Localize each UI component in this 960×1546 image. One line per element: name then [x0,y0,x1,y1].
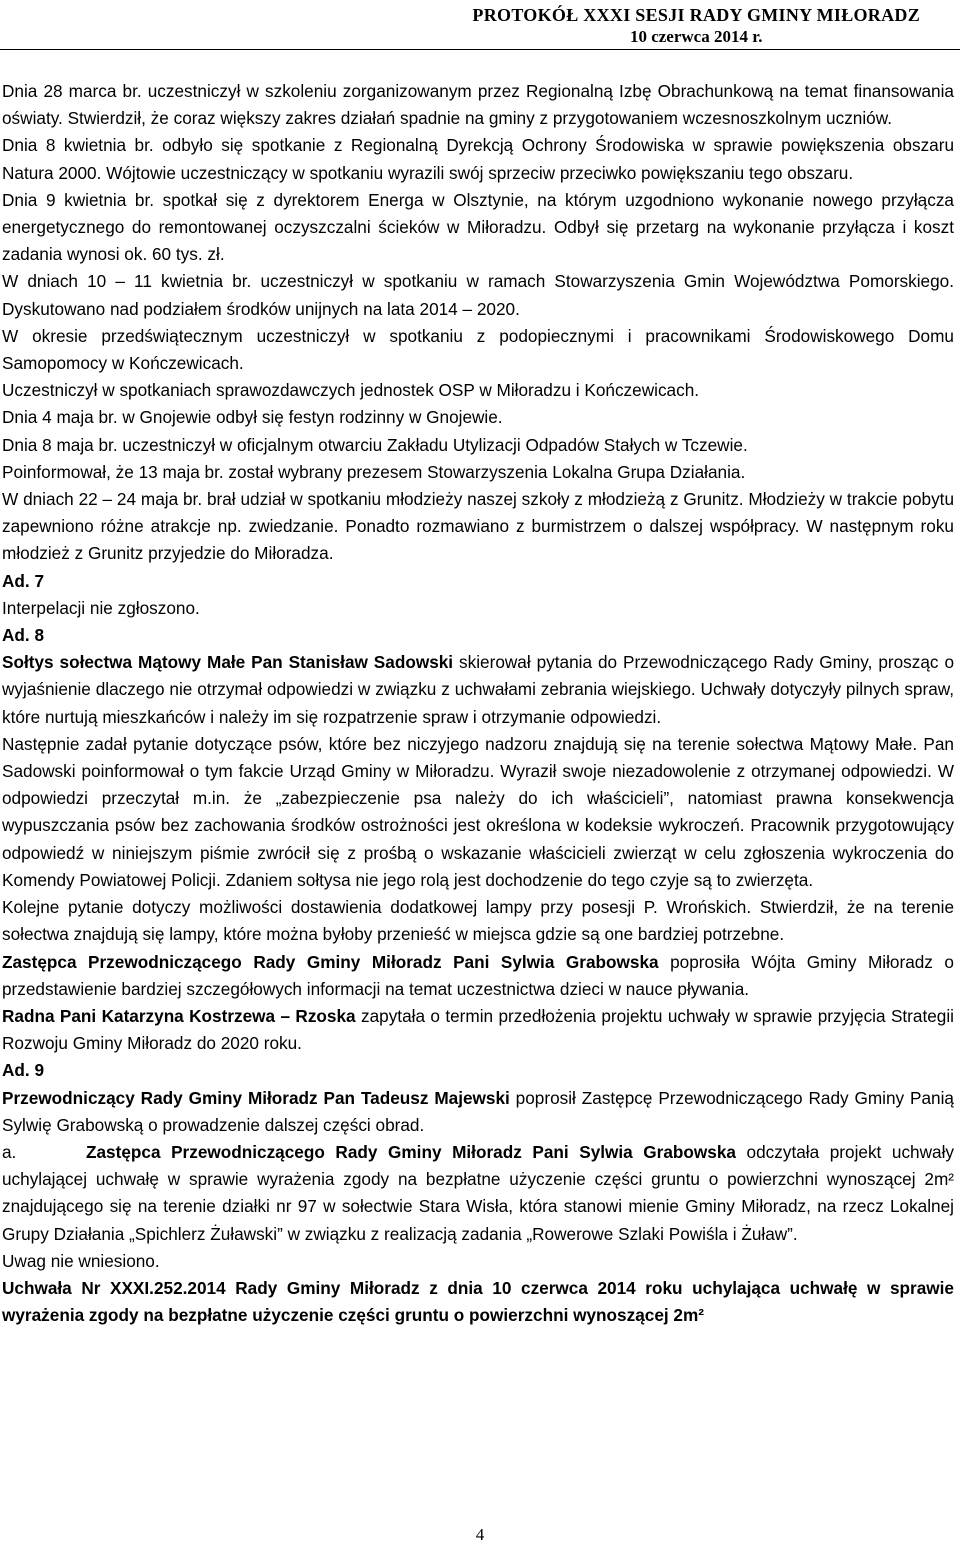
section-heading-ad9: Ad. 9 [2,1060,45,1081]
speaker-name: Przewodniczący Rady Gminy Miłoradz Pan Tadeusz Majewski [2,1087,510,1108]
paragraph: W okresie przedświątecznym uczestniczył w spotkaniu z podopiecznymi i pracownikami Środowiskowego Domu Samopomocy w Kończewicach. [2,325,954,374]
speaker-name: Zastępca Przewodniczącego Rady Gminy Miłoradz Pani Sylwia Grabowska [2,951,659,972]
paragraph: Dnia 8 kwietnia br. odbyło się spotkanie z Regionalną Dyrekcją Ochrony Środowiska w sprawie powiększenia obszaru Natura 2000. Wójtowie uczestniczący w spotkaniu wyrazili swój sprzeciw przeciwko powiększaniu tego obszaru. [2,135,954,183]
paragraph: Interpelacji nie zgłoszono. [2,597,200,618]
paragraph: Kolejne pytanie dotyczy możliwości dostawienia dodatkowej lampy przy posesji P. Wrońskich. Stwierdził, że na terenie sołectwa znajdują się lampy, które można byłoby przenieść w miejsca gdzie są one bardziej potrzebne. [2,897,954,945]
document-title: PROTOKÓŁ XXXI SESJI RADY GMINY MIŁORADZ [472,5,920,25]
speaker-name: Sołtys sołectwa Mątowy Małe Pan Stanisław Sadowski [2,652,454,673]
section-heading-ad7: Ad. 7 [2,570,45,591]
paragraph: Uczestniczył w spotkaniach sprawozdawczych jednostek OSP w Miłoradzu i Kończewicach. [2,380,700,401]
speaker-text: odczytała projekt uchwały uchylającej uchwałę w sprawie wyrażenia zgody na bezpłatne użyczenie części gruntu o powierzchni wynoszącej 2m² znajdującego się na terenie działki nr 97 w sołectwie Stara Wisła, która stanowi mienie Gminy Miłoradz, na rzecz Lokalnej Grupy Działania „Spichlerz Żuławski” w związku z realizacją zadania „Rowerowe Szlaki Powiśla i Żuław”. [2,1141,954,1244]
speaker-text: poprosiła Wójta Gminy Miłoradz o przedstawienie bardziej szczegółowych informacji na temat uczestnictwa dzieci w nauce pływania. [2,951,954,999]
paragraph: Następnie zadał pytanie dotyczące psów, które bez niczyjego nadzoru znajdują się na terenie sołectwa Mątowy Małe. Pan Sadowski poinformował o tym fakcie Urząd Gminy w Miłoradzu. Wyraził swoje niezadowolenie z otrzymanej odpowiedzi. W odpowiedzi przeczytał m.in. że „zabezpieczenie psa należy do ich właścicieli”, natomiast prawna konsekwencja wypuszczania psów bez zachowania środków ostrożności jest określona w kodeksie wykroczeń. Pracownik przygotowujący odpowiedź w niniejszym piśmie zwrócił się z prośbą o wskazanie właścicieli zwierząt w celu zgłoszenia wykroczenia do Komendy Powiatowej Policji. Zdaniem sołtysa nie jego rolą jest dochodzenie do tego czyje są to zwierzęta. [2,733,954,890]
paragraph: Uwag nie wniesiono. [2,1250,160,1271]
page-header [472,4,920,48]
resolution-text: Uchwała Nr XXXI.252.2014 Rady Gminy Miłoradz z dnia 10 czerwca 2014 roku uchylająca uchwałę w sprawie wyrażenia zgody na bezpłatne użyczenie części gruntu o powierzchni wynoszącej 2m² [2,1277,954,1326]
document-date: 10 czerwca 2014 r. [629,27,763,46]
paragraph [2,949,954,1003]
paragraph: W dniach 10 – 11 kwietnia br. uczestniczył w spotkaniu w ramach Stowarzyszenia Gmin Województwa Pomorskiego. Dyskutowano nad podziałem środków unijnych na lata 2014 – 2020. [2,271,954,319]
paragraph: Dnia 4 maja br. w Gnojewie odbył się festyn rodzinny w Gnojewie. [2,407,503,428]
list-item-label: a. [2,1141,17,1162]
speaker-name: Zastępca Przewodniczącego Rady Gminy Miłoradz Pani Sylwia Grabowska [86,1141,736,1162]
paragraph: W dniach 22 – 24 maja br. brał udział w spotkaniu młodzieży naszej szkoły z młodzieżą z Grunitz. Młodzieży w trakcie pobytu zapewniono różne atrakcje np. zwiedzanie. Ponadto rozmawiano z burmistrzem o dalszej współpracy. W następnym roku młodzież z Grunitz przyjedzie do Miłoradza. [2,489,954,564]
paragraph: Dnia 8 maja br. uczestniczył w oficjalnym otwarciu Zakładu Utylizacji Odpadów Stałych w Tczewie. [2,434,748,455]
resolution-title [2,1275,954,1329]
paragraph [2,1085,954,1139]
paragraph: Dnia 28 marca br. uczestniczył w szkoleniu zorganizowanym przez Regionalną Izbę Obrachunkową na temat finansowania oświaty. Stwierdził, że coraz większy zakres działań spadnie na gminy z przygotowaniem wczesnoszkolnym uczniów. [2,81,954,129]
paragraph [2,649,954,731]
speaker-name: Radna Pani Katarzyna Kostrzewa – Rzoska [2,1005,356,1026]
paragraph [2,1003,954,1057]
speaker-text: skierował pytania do Przewodniczącego Rady Gminy, prosząc o wyjaśnienie dlaczego nie otrzymał odpowiedzi w związku z uchwałami zebrania wiejskiego. Uchwały dotyczyły pilnych spraw, które nurtują mieszkańców i należy im się rozpatrzenie spraw i otrzymanie odpowiedzi. [2,652,954,727]
paragraph: Dnia 9 kwietnia br. spotkał się z dyrektorem Energa w Olsztynie, na którym uzgodniono wykonanie nowego przyłącza energetycznego do remontowanej oczyszczalni ścieków w Miłoradzu. Odbył się przetarg na wykonanie przyłącza i koszt zadania wynosi ok. 60 tys. zł. [2,189,954,265]
header-rule [0,49,960,50]
section-heading-ad8: Ad. 8 [2,625,45,646]
page-number: 4 [475,1525,485,1544]
speaker-text: poprosił Zastępcę Przewodniczącego Rady Gminy Panią Sylwię Grabowską o prowadzenie dalszej części obrad. [2,1087,954,1135]
document-body [2,78,954,1329]
speaker-text: zapytała o termin przedłożenia projektu uchwały w sprawie przyjęcia Strategii Rozwoju Gminy Miłoradz do 2020 roku. [2,1005,954,1054]
list-item [2,1139,954,1248]
paragraph: Poinformował, że 13 maja br. został wybrany prezesem Stowarzyszenia Lokalna Grupa Działania. [2,461,746,482]
